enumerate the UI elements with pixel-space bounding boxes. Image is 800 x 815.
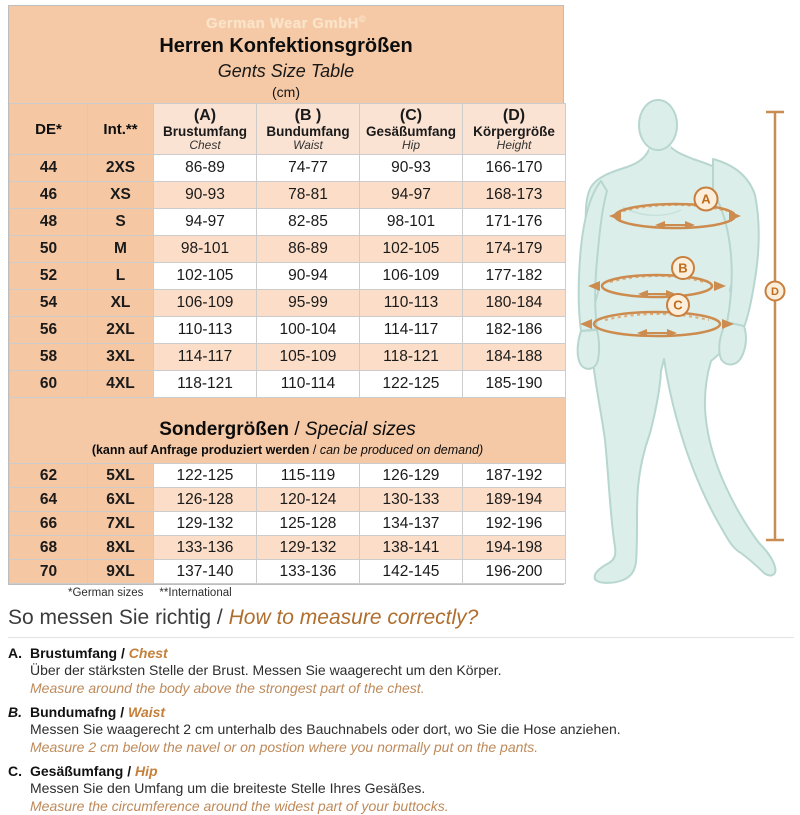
table-title-block bbox=[9, 6, 563, 103]
section-name-de: Gesäßumfang bbox=[30, 763, 123, 779]
size-de-cell: 56 bbox=[10, 317, 88, 344]
left-hand-shape bbox=[578, 330, 599, 369]
measure-range-cell: 177-182 bbox=[463, 263, 566, 290]
table-row bbox=[10, 182, 566, 209]
size-int-cell: 6XL bbox=[88, 488, 154, 512]
label-d-badge bbox=[766, 282, 785, 301]
main-size-rows bbox=[10, 155, 566, 398]
col-letter: (C) bbox=[360, 107, 462, 124]
measure-range-cell: 126-129 bbox=[360, 464, 463, 488]
measure-range-cell: 105-109 bbox=[257, 344, 360, 371]
measure-range-cell: 90-93 bbox=[360, 155, 463, 182]
size-de-cell: 50 bbox=[10, 236, 88, 263]
table-row bbox=[10, 236, 566, 263]
instruction-german: Messen Sie waagerecht 2 cm unterhalb des Bauchnabels oder dort, wo Sie die Hose anziehen. bbox=[8, 721, 794, 739]
measurement-figure bbox=[565, 95, 800, 605]
guide-label-waist bbox=[8, 704, 794, 721]
measure-range-cell: 133-136 bbox=[154, 536, 257, 560]
measure-range-cell: 86-89 bbox=[257, 236, 360, 263]
size-int-cell: XL bbox=[88, 290, 154, 317]
measure-range-cell: 98-101 bbox=[154, 236, 257, 263]
measure-range-cell: 118-121 bbox=[154, 371, 257, 398]
footnote-international: **International bbox=[159, 587, 231, 599]
size-de-cell: 60 bbox=[10, 371, 88, 398]
measure-range-cell: 114-117 bbox=[154, 344, 257, 371]
brand-text: German Wear GmbH bbox=[206, 15, 359, 32]
measure-range-cell: 94-97 bbox=[360, 182, 463, 209]
table-row bbox=[10, 488, 566, 512]
size-de-cell: 70 bbox=[10, 560, 88, 584]
measure-range-cell: 78-81 bbox=[257, 182, 360, 209]
measure-range-cell: 133-136 bbox=[257, 560, 360, 584]
measure-range-cell: 182-186 bbox=[463, 317, 566, 344]
label-a-text: A bbox=[701, 192, 711, 207]
measure-range-cell: 98-101 bbox=[360, 209, 463, 236]
instruction-english: Measure around the body above the strongest part of the chest. bbox=[8, 680, 794, 698]
measure-range-cell: 90-94 bbox=[257, 263, 360, 290]
measure-range-cell: 185-190 bbox=[463, 371, 566, 398]
measuring-guide bbox=[8, 605, 794, 815]
table-row bbox=[10, 155, 566, 182]
size-int-cell: 2XS bbox=[88, 155, 154, 182]
guide-heading bbox=[8, 605, 794, 638]
measure-range-cell: 130-133 bbox=[360, 488, 463, 512]
special-size-rows bbox=[10, 464, 566, 584]
guide-section-hip bbox=[8, 763, 794, 815]
guide-label-hip bbox=[8, 763, 794, 780]
table-row bbox=[10, 317, 566, 344]
instruction-german: Messen Sie den Umfang um die breiteste Stelle Ihres Gesäßes. bbox=[8, 780, 794, 798]
measure-range-cell: 168-173 bbox=[463, 182, 566, 209]
label-b-badge bbox=[672, 257, 694, 279]
measure-range-cell: 180-184 bbox=[463, 290, 566, 317]
measure-range-cell: 189-194 bbox=[463, 488, 566, 512]
table-footnote bbox=[68, 587, 232, 599]
col-name-de: Körpergröße bbox=[463, 124, 565, 139]
table-row bbox=[10, 560, 566, 584]
trademark-mark: © bbox=[359, 14, 366, 24]
label-d-text: D bbox=[771, 286, 779, 298]
guide-section-chest bbox=[8, 645, 794, 697]
measure-range-cell: 129-132 bbox=[154, 512, 257, 536]
size-de-cell: 54 bbox=[10, 290, 88, 317]
size-de-cell: 46 bbox=[10, 182, 88, 209]
col-name-de: Gesäßumfang bbox=[360, 124, 462, 139]
size-int-cell: 4XL bbox=[88, 371, 154, 398]
section-name-en: Hip bbox=[135, 763, 158, 779]
special-subtitle-de: (kann auf Anfrage produziert werden bbox=[92, 443, 310, 457]
col-header-height bbox=[463, 104, 566, 155]
instruction-german: Über der stärksten Stelle der Brust. Messen Sie waagerecht um den Körper. bbox=[8, 662, 794, 680]
separator: / bbox=[289, 419, 305, 440]
size-de-cell: 58 bbox=[10, 344, 88, 371]
col-header-chest bbox=[154, 104, 257, 155]
measure-range-cell: 90-93 bbox=[154, 182, 257, 209]
size-int-cell: 5XL bbox=[88, 464, 154, 488]
measure-range-cell: 115-119 bbox=[257, 464, 360, 488]
measure-range-cell: 95-99 bbox=[257, 290, 360, 317]
separator: / bbox=[116, 704, 128, 720]
size-table-panel bbox=[8, 5, 564, 585]
guide-section-waist bbox=[8, 704, 794, 756]
section-name-en: Waist bbox=[128, 704, 165, 720]
measure-range-cell: 100-104 bbox=[257, 317, 360, 344]
size-de-cell: 66 bbox=[10, 512, 88, 536]
table-row bbox=[10, 512, 566, 536]
col-name-en: Chest bbox=[154, 139, 256, 152]
section-letter: B. bbox=[8, 704, 30, 721]
measure-range-cell: 187-192 bbox=[463, 464, 566, 488]
instruction-english: Measure the circumference around the widest part of your buttocks. bbox=[8, 798, 794, 815]
unit-label: (cm) bbox=[9, 83, 563, 101]
col-name-en: Hip bbox=[360, 139, 462, 152]
section-letter: C. bbox=[8, 763, 30, 780]
measure-range-cell: 194-198 bbox=[463, 536, 566, 560]
size-int-cell: 8XL bbox=[88, 536, 154, 560]
measure-range-cell: 174-179 bbox=[463, 236, 566, 263]
measure-range-cell: 196-200 bbox=[463, 560, 566, 584]
col-name-de: Bundumfang bbox=[257, 124, 359, 139]
table-row bbox=[10, 263, 566, 290]
measure-range-cell: 102-105 bbox=[154, 263, 257, 290]
measure-range-cell: 114-117 bbox=[360, 317, 463, 344]
size-int-cell: XS bbox=[88, 182, 154, 209]
table-row bbox=[10, 209, 566, 236]
label-a-badge bbox=[695, 188, 718, 211]
male-silhouette-illustration bbox=[565, 95, 800, 605]
measure-range-cell: 142-145 bbox=[360, 560, 463, 584]
measure-range-cell: 184-188 bbox=[463, 344, 566, 371]
table-row bbox=[10, 536, 566, 560]
measure-range-cell: 86-89 bbox=[154, 155, 257, 182]
table-row bbox=[10, 371, 566, 398]
size-de-cell: 62 bbox=[10, 464, 88, 488]
measure-range-cell: 166-170 bbox=[463, 155, 566, 182]
separator: / bbox=[211, 606, 229, 629]
special-sizes-band-body bbox=[10, 398, 566, 464]
table-title-english: Gents Size Table bbox=[9, 59, 563, 83]
col-header-hip bbox=[360, 104, 463, 155]
table-title-german: Herren Konfektionsgrößen bbox=[9, 33, 563, 59]
measure-range-cell: 106-109 bbox=[360, 263, 463, 290]
instruction-english: Measure 2 cm below the navel or on postion where you normally put on the pants. bbox=[8, 739, 794, 757]
guide-heading-german: So messen Sie richtig bbox=[8, 606, 211, 629]
measure-range-cell: 122-125 bbox=[360, 371, 463, 398]
brand-name bbox=[9, 10, 563, 33]
measure-range-cell: 82-85 bbox=[257, 209, 360, 236]
measure-range-cell: 126-128 bbox=[154, 488, 257, 512]
col-name-en: Height bbox=[463, 139, 565, 152]
measure-range-cell: 120-124 bbox=[257, 488, 360, 512]
separator: / bbox=[123, 763, 135, 779]
col-header-waist bbox=[257, 104, 360, 155]
measure-range-cell: 118-121 bbox=[360, 344, 463, 371]
size-table-header bbox=[10, 104, 566, 155]
measure-range-cell: 74-77 bbox=[257, 155, 360, 182]
label-b-text: B bbox=[678, 261, 687, 276]
table-row bbox=[10, 290, 566, 317]
col-name-en: Waist bbox=[257, 139, 359, 152]
size-int-cell: 3XL bbox=[88, 344, 154, 371]
measure-range-cell: 125-128 bbox=[257, 512, 360, 536]
measure-range-cell: 94-97 bbox=[154, 209, 257, 236]
size-int-cell: L bbox=[88, 263, 154, 290]
size-de-cell: 64 bbox=[10, 488, 88, 512]
size-int-cell: 9XL bbox=[88, 560, 154, 584]
size-int-cell: 7XL bbox=[88, 512, 154, 536]
special-subtitle-en: can be produced on demand) bbox=[320, 443, 483, 457]
col-letter: (D) bbox=[463, 107, 565, 124]
special-sizes-title bbox=[10, 418, 565, 442]
separator: / bbox=[117, 645, 129, 661]
table-row bbox=[10, 344, 566, 371]
height-measure-line bbox=[766, 112, 784, 540]
measure-range-cell: 122-125 bbox=[154, 464, 257, 488]
special-title-de: Sondergrößen bbox=[159, 419, 289, 440]
col-header-int: Int.** bbox=[88, 104, 154, 155]
head-shape bbox=[639, 100, 677, 150]
footnote-german-sizes: *German sizes bbox=[68, 587, 143, 599]
measure-range-cell: 137-140 bbox=[154, 560, 257, 584]
size-int-cell: 2XL bbox=[88, 317, 154, 344]
measure-range-cell: 110-113 bbox=[360, 290, 463, 317]
size-de-cell: 68 bbox=[10, 536, 88, 560]
special-title-en: Special sizes bbox=[305, 419, 416, 440]
col-letter: (A) bbox=[154, 107, 256, 124]
section-letter: A. bbox=[8, 645, 30, 662]
special-sizes-band bbox=[10, 398, 566, 464]
section-name-de: Brustumfang bbox=[30, 645, 117, 661]
col-name-de: Brustumfang bbox=[154, 124, 256, 139]
label-c-badge bbox=[667, 294, 689, 316]
measure-range-cell: 102-105 bbox=[360, 236, 463, 263]
size-int-cell: M bbox=[88, 236, 154, 263]
size-int-cell: S bbox=[88, 209, 154, 236]
table-row bbox=[10, 464, 566, 488]
guide-label-chest bbox=[8, 645, 794, 662]
measure-range-cell: 138-141 bbox=[360, 536, 463, 560]
section-name-en: Chest bbox=[129, 645, 168, 661]
measure-range-cell: 129-132 bbox=[257, 536, 360, 560]
measure-range-cell: 192-196 bbox=[463, 512, 566, 536]
separator: / bbox=[309, 443, 319, 457]
measure-range-cell: 134-137 bbox=[360, 512, 463, 536]
size-de-cell: 48 bbox=[10, 209, 88, 236]
size-de-cell: 52 bbox=[10, 263, 88, 290]
special-sizes-subtitle bbox=[10, 442, 565, 458]
size-de-cell: 44 bbox=[10, 155, 88, 182]
body-silhouette bbox=[578, 100, 776, 583]
measure-range-cell: 171-176 bbox=[463, 209, 566, 236]
size-table bbox=[9, 103, 566, 584]
measure-range-cell: 110-114 bbox=[257, 371, 360, 398]
measure-range-cell: 110-113 bbox=[154, 317, 257, 344]
label-c-text: C bbox=[673, 298, 683, 313]
guide-heading-english: How to measure correctly? bbox=[229, 606, 479, 629]
col-header-de: DE* bbox=[10, 104, 88, 155]
measure-range-cell: 106-109 bbox=[154, 290, 257, 317]
col-letter: (B ) bbox=[257, 107, 359, 124]
section-name-de: Bundumafng bbox=[30, 704, 116, 720]
